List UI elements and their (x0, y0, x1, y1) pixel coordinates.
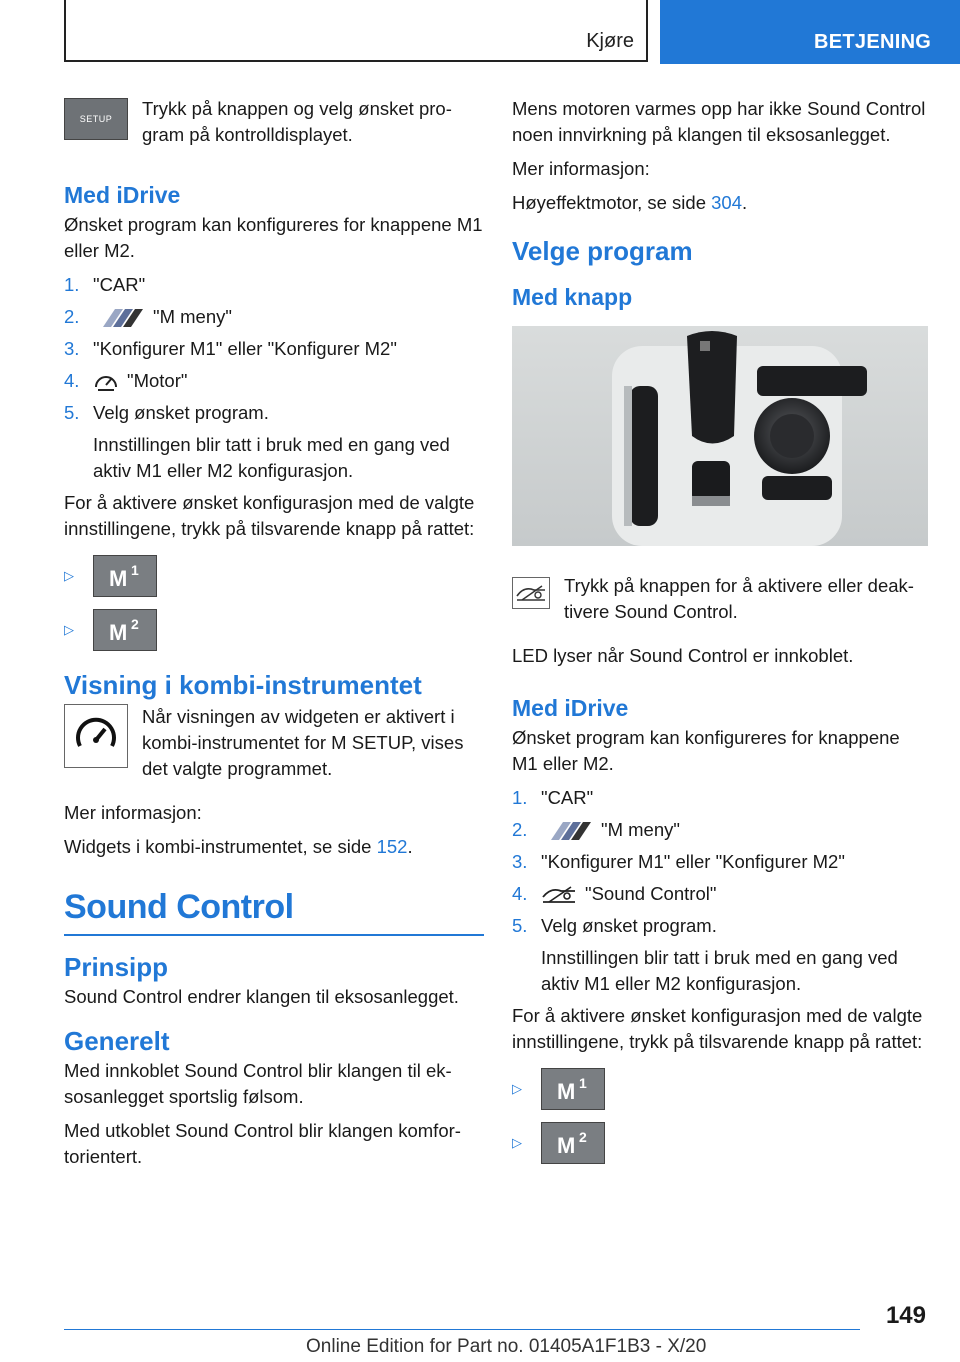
m2-button-icon (93, 609, 157, 651)
velge-program-heading: Velge program (512, 236, 693, 266)
m1-button-icon (93, 555, 157, 597)
visning-block (64, 704, 484, 790)
left-column (64, 96, 484, 1178)
step-number: 2. (512, 819, 528, 840)
svg-text:1: 1 (579, 1075, 587, 1091)
list-item (512, 785, 928, 811)
step-text: "M meny" (601, 819, 680, 840)
svg-text:1: 1 (131, 562, 139, 578)
motor-text: Mens motoren varmes opp har ikke Sound Control noen innvirkning på klangen til eksosanlegget. (512, 98, 926, 145)
list-item (64, 400, 484, 484)
setup-text: Trykk på knappen og velg ønsket program på kontrolldisplayet. (142, 98, 452, 145)
list-item (512, 817, 928, 843)
idrive-steps (512, 785, 928, 997)
activate-text: For å aktivere ønsket konfigurasjon med de valgte innstillingene, trykk på tilsvarende knapp på rattet: (512, 1005, 923, 1052)
section-title: Kjøre (586, 30, 634, 52)
footer-divider (64, 1329, 860, 1330)
prinsipp-heading: Prinsipp (64, 952, 169, 982)
step-number: 2. (64, 306, 80, 327)
med-knapp-heading: Med knapp (512, 284, 633, 310)
m-stripes-icon (541, 821, 593, 841)
led-text: LED lyser når Sound Control er innkoblet. (512, 645, 854, 666)
step-text: Velg ønsket program. (93, 402, 269, 423)
step-number: 4. (64, 370, 80, 391)
step-text: "Sound Control" (585, 883, 717, 904)
triangle-bullet-icon: ▷ (512, 1081, 522, 1096)
list-item (64, 368, 484, 394)
sound-control-icon (512, 577, 550, 609)
footer-edition: Online Edition for Part no. 01405A1F1B3 - X/20 (306, 1336, 707, 1357)
generelt-text-2: Med utkoblet Sound Control blir klangen komfortorientert. (64, 1120, 461, 1167)
activate-text: For å aktivere ønsket konfigurasjon med de valgte innstillingene, trykk på tilsvarende knapp på rattet: (64, 492, 475, 539)
generelt-heading: Generelt (64, 1026, 170, 1056)
step-number: 3. (64, 338, 80, 359)
sound-button-instruction (512, 573, 928, 633)
step-text: "Konfigurer M1" eller "Konfigurer M2" (541, 851, 845, 872)
list-item (64, 336, 484, 362)
triangle-bullet-icon: ▷ (512, 1135, 522, 1150)
visning-text: Når visningen av widgeten er aktivert i kombi-instrumentet for M SETUP, vises det valgte programmet. (142, 706, 464, 779)
gauge-icon (64, 704, 128, 768)
step-number: 4. (512, 883, 528, 904)
svg-text:M: M (109, 566, 128, 591)
list-item (512, 881, 928, 907)
engine-icon (93, 372, 119, 392)
idrive-heading: Med iDrive (64, 182, 181, 208)
m2-row (512, 1123, 928, 1163)
widgets-ref: Widgets i kombi-instrumentet, se side 152. (64, 836, 413, 857)
generelt-text-1: Med innkoblet Sound Control blir klangen til eksosanlegget sportslig følsom. (64, 1060, 452, 1107)
more-info-label: Mer informasjon: (64, 802, 202, 823)
svg-text:M: M (109, 620, 128, 645)
visning-heading: Visning i kombi-instrumentet (64, 670, 422, 700)
hoy-ref: Høyeffektmotor, se side 304. (512, 192, 748, 213)
svg-text:2: 2 (131, 616, 139, 632)
button-text: Trykk på knappen for å aktivere eller deaktivere Sound Control. (564, 575, 914, 622)
center-console-photo (512, 326, 928, 546)
svg-text:M: M (557, 1079, 576, 1104)
svg-text:M: M (557, 1133, 576, 1158)
step-number: 5. (64, 402, 80, 423)
list-item (512, 913, 928, 997)
list-item (512, 849, 928, 875)
hoy-ref-text: Høyeffektmotor, se side (512, 192, 712, 213)
sound-control-heading: Sound Control (64, 894, 484, 936)
sound-control-icon (541, 885, 577, 905)
idrive-heading: Med iDrive (512, 695, 629, 721)
header-left-box (64, 0, 648, 62)
m1-button-icon (541, 1068, 605, 1110)
step-number: 1. (512, 787, 528, 808)
step-text: "Motor" (127, 370, 188, 391)
m1-row (512, 1069, 928, 1109)
page-link-304[interactable]: 304 (711, 192, 743, 213)
idrive-intro: Ønsket program kan konfigureres for knappene M1 eller M2. (512, 727, 900, 774)
m1-row (64, 556, 484, 596)
step-text: "M meny" (153, 306, 232, 327)
right-column (512, 96, 928, 1163)
idrive-intro: Ønsket program kan konfigureres for knappene M1 eller M2. (64, 214, 483, 261)
step-subtext: Innstillingen blir tatt i bruk med en gang ved aktiv M1 eller M2 konfigurasjon. (541, 947, 898, 994)
more-info-label: Mer informasjon: (512, 158, 650, 179)
triangle-bullet-icon: ▷ (64, 568, 74, 583)
triangle-bullet-icon: ▷ (64, 622, 74, 637)
step-subtext: Innstillingen blir tatt i bruk med en gang ved aktiv M1 eller M2 konfigurasjon. (93, 434, 450, 481)
prinsipp-text: Sound Control endrer klangen til eksosanlegget. (64, 986, 459, 1007)
step-text: "Konfigurer M1" eller "Konfigurer M2" (93, 338, 397, 359)
setup-instruction (64, 96, 484, 156)
svg-text:2: 2 (579, 1129, 587, 1145)
m-stripes-icon (93, 308, 145, 328)
m2-row (64, 610, 484, 650)
list-item (64, 272, 484, 298)
step-text: "CAR" (541, 787, 594, 808)
header-chapter-tab (660, 0, 960, 64)
widgets-ref-text: Widgets i kombi-instrumentet, se side (64, 836, 377, 857)
step-number: 3. (512, 851, 528, 872)
step-number: 5. (512, 915, 528, 936)
page-number: 149 (885, 1302, 926, 1329)
step-number: 1. (64, 274, 80, 295)
setup-button-icon: SETUP (64, 98, 128, 140)
chapter-title: BETJENING (814, 31, 932, 53)
step-text: "CAR" (93, 274, 146, 295)
idrive-steps (64, 272, 484, 484)
step-text: Velg ønsket program. (541, 915, 717, 936)
m2-button-icon (541, 1122, 605, 1164)
page-link-152[interactable]: 152 (376, 836, 408, 857)
list-item (64, 304, 484, 330)
